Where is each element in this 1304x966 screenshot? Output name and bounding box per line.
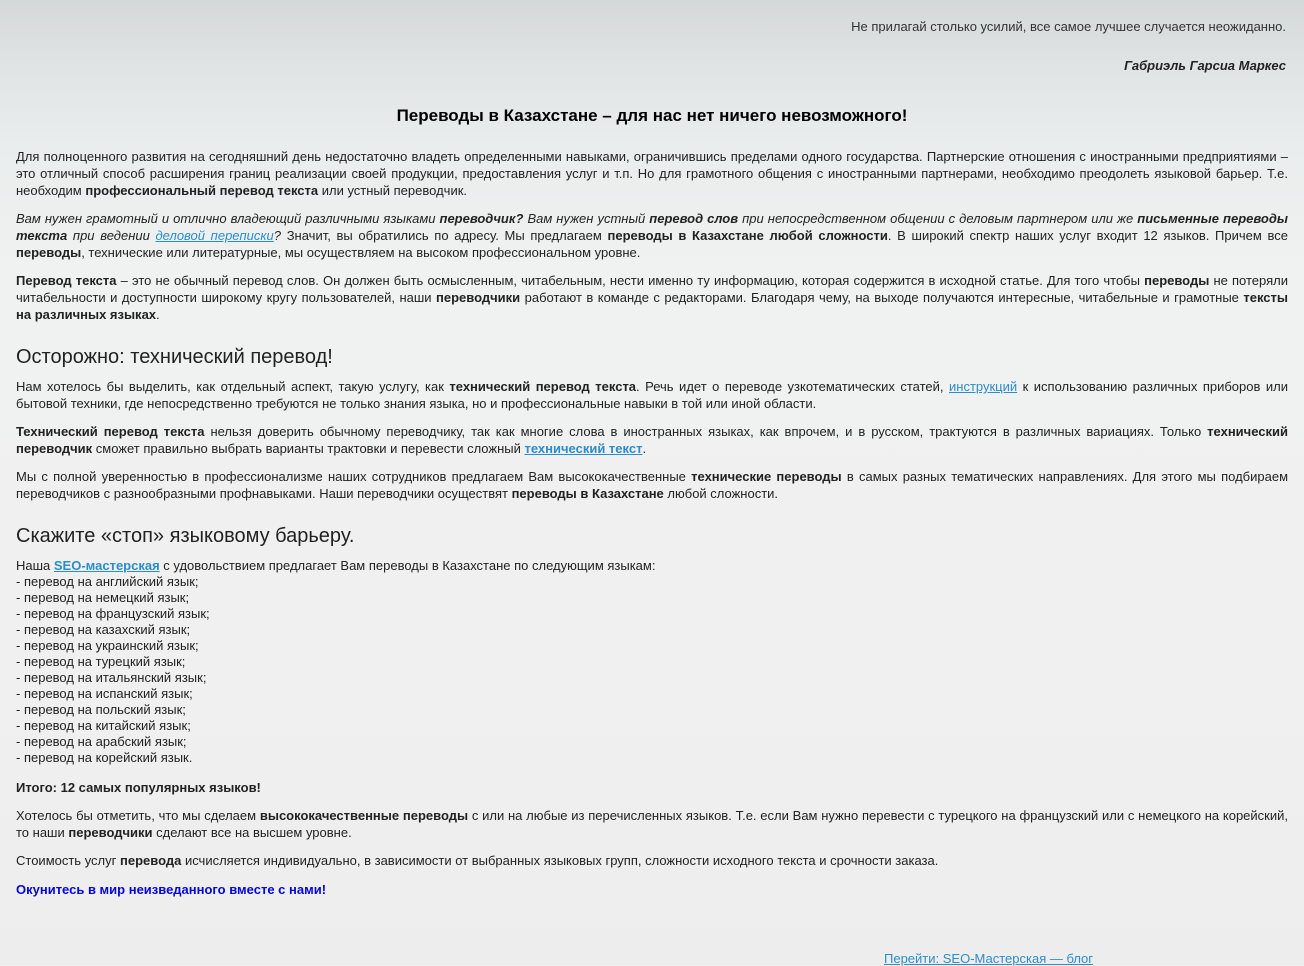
text-segment: ? [273,228,282,243]
seo-workshop-link[interactable]: SEO-мастерская [53,558,160,573]
text-segment: Технический перевод текста [16,424,205,439]
text-segment: . [156,307,160,322]
paragraph [16,210,1288,261]
text-segment: нельзя доверить обычному переводчику, так как многие слова в иностранных языках, как впрочем, и в русском, трактуются в различных вариациях. Только [204,424,1208,439]
text-segment: Нам хотелось бы выделить, как отдельный аспект, такую услугу, как [16,379,450,394]
language-list-item: - перевод на испанский язык; [16,686,193,701]
totals-line [16,779,1288,796]
text-segment: Перевод текста [16,273,117,288]
text-segment: переводчики [436,290,521,305]
text-segment: перевод слов [649,211,739,226]
text-segment: Вам нужен устный [523,211,650,226]
text-segment: перевода [120,853,182,868]
text-segment: Вам нужен грамотный и отлично владеющий различными языками [16,211,440,226]
language-list-item: - перевод на украинский язык; [16,638,199,653]
language-list-item: - перевод на немецкий язык; [16,590,190,605]
text-segment: – это не обычный перевод слов. Он должен быть осмысленным, читабельным, нести именно ту информацию, которая содержится в исходной статье. Для того чтобы [116,273,1145,288]
text-segment: переводчики [68,825,153,840]
language-list-item: - перевод на польский язык; [16,702,186,717]
text-segment: исчисляется индивидуально, в зависимости от выбранных языковых групп, сложности исходного текста и срочности заказа. [181,853,939,868]
text-segment: переводы в Казахстане [511,486,664,501]
paragraph [16,272,1288,323]
technical-text-link[interactable]: технический текст [524,441,643,456]
text-segment: работают в команде с редакторами. Благодаря чему, на выходе получаются интересные, читабельные и грамотные [520,290,1244,305]
text-segment: переводы в Казахстане любой сложности [607,228,888,243]
footer-seo-link[interactable]: Перейти: SEO-Мастерская — блог [884,951,1094,966]
text-segment: с удовольствием предлагает Вам переводы в Казахстане по следующим языкам: [159,558,656,573]
text-segment: переводы [1144,273,1210,288]
paragraph [16,423,1288,457]
paragraph [16,378,1288,412]
text-segment: сделают все на высшем уровне. [152,825,352,840]
paragraph [16,557,1288,574]
text-segment: профессиональный перевод текста [85,183,319,198]
text-segment: Мы с полной уверенностью в профессионализме наших сотрудников предлагаем Вам высококачественные [16,469,692,484]
text-segment: Наша [16,558,54,573]
text-segment: высококачественные переводы [259,808,469,823]
epigraph-author: Габриэль Гарсиа Маркес [1124,58,1286,73]
article-content [0,148,1304,898]
language-list-item: - перевод на итальянский язык; [16,670,207,685]
text-segment: переводчик? [439,211,524,226]
section-heading: Скажите «стоп» языковому барьеру. [16,525,355,547]
text-segment: Стоимость услуг [16,853,120,868]
cta-line [16,881,1288,898]
text-segment: письменные переводы текста [16,211,1288,243]
text-segment: с или на любые из перечисленных языков. Т.е. если Вам нужно перевести с турецкого на французский или с немецкого на корейский, то наши [16,808,1289,840]
text-segment: технические переводы [691,469,842,484]
text-segment: не потеряли читабельности и доступности широкому кругу пользователей, наши [16,273,1288,305]
text-segment: . В широкий спектр наших услуг входит 12 языков. Причем все [887,228,1289,243]
text-segment: в самых разных тематических направлениях. Для этого мы подбираем переводчиков с разнообразными профнавыками. Наши переводчики осуществят [16,469,1289,501]
language-list-item: - перевод на английский язык; [16,574,199,589]
text-segment: . Речь идет о переводе узкотематических статей, [636,379,949,394]
paragraph [16,852,1288,869]
epigraph [0,0,1304,74]
text-segment: или устный переводчик. [318,183,467,198]
paragraph [16,807,1288,841]
text-segment: технический перевод текста [449,379,637,394]
language-list-item: - перевод на корейский язык. [16,750,193,765]
section-heading: Осторожно: технический перевод! [16,346,333,368]
paragraph [16,148,1288,199]
text-segment: , технические или литературные, мы осуществляем на высоком профессиональном уровне. [81,245,641,260]
business-correspondence-link[interactable]: деловой переписки [155,228,274,243]
language-list-item: - перевод на турецкий язык; [16,654,186,669]
text-segment: Итого: 12 самых популярных языков! [16,780,261,795]
text-segment: технический переводчик [16,424,1288,456]
text-segment: Для полноценного развития на сегодняшний день недостаточно владеть определенными навыками, ограничившись пределами одного государства. Партнерские отношения с иностранными предприятиями – это отличный способ расширения границ реализации своей продукции, предоставления услуг и т.п. Но для грамотного общения с иностранными партнерами, необходимо преодолеть языковой барьер. Т.е. необходим [16,149,1288,198]
language-list-item: - перевод на китайский язык; [16,718,191,733]
text-segment: . [642,441,647,456]
text-segment: при ведении [67,228,156,243]
text-segment: Значит, вы обратились по адресу. Мы предлагаем [281,228,608,243]
page-title: Переводы в Казахстане – для нас нет ничего невозможного! [396,106,908,125]
text-segment: Окунитесь в мир неизведанного вместе с нами! [16,882,327,897]
text-segment: сможет правильно выбрать варианты трактовки и перевести сложный [92,441,525,456]
text-segment: любой сложности. [663,486,779,501]
text-segment: Хотелось бы отметить, что мы сделаем [16,808,260,823]
language-list-item: - перевод на казахский язык; [16,622,191,637]
paragraph [16,468,1288,502]
epigraph-quote: Не прилагай столько усилий, все самое лучшее случается неожиданно. [851,19,1286,34]
text-segment: переводы [16,245,82,260]
text-segment: при непосредственном общении с деловым партнером или же [738,211,1138,226]
language-list-item: - перевод на арабский язык; [16,734,187,749]
instructions-link[interactable]: инструкций [949,379,1018,394]
text-segment: тексты на различных языках [16,290,1288,322]
text-segment: к использованию различных приборов или бытовой техники, где непосредственно требуются не только знания языка, но и профессиональные навыки в той или иной области. [16,379,1288,411]
language-list-item: - перевод на французский язык; [16,606,210,621]
